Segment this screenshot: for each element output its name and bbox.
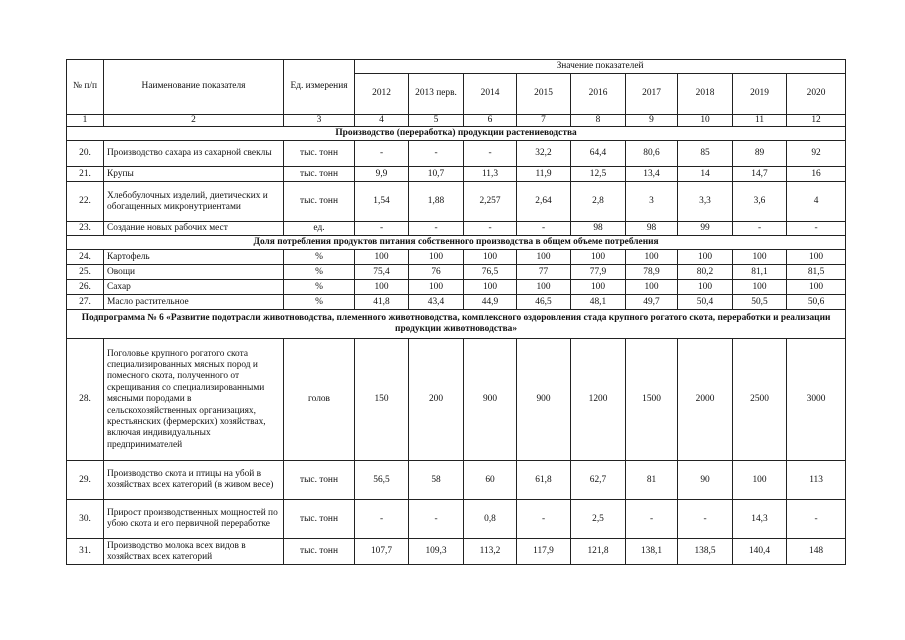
value-cell: 100 [733, 461, 787, 500]
value-cell: - [355, 141, 409, 167]
value-cell: 77,9 [571, 265, 626, 280]
value-cell: 100 [355, 280, 409, 295]
indicators-table [66, 59, 846, 565]
value-cell: 100 [517, 280, 571, 295]
value-cell: 80,2 [678, 265, 733, 280]
row-number: 26. [67, 280, 104, 295]
value-cell: 2,5 [571, 500, 626, 539]
row-number: 31. [67, 539, 104, 565]
col-number: 4 [355, 115, 409, 127]
unit-cell: голов [284, 339, 355, 461]
indicator-name: Хлебобулочных изделий, диетических и обогащенных микронутриентами [104, 182, 284, 222]
value-cell: 9,9 [355, 167, 409, 182]
col-number: 5 [409, 115, 464, 127]
row-number: 27. [67, 295, 104, 310]
indicator-name: Производство скота и птицы на убой в хозяйствах всех категорий (в живом весе) [104, 461, 284, 500]
table-row [67, 222, 846, 236]
value-cell: 100 [787, 280, 846, 295]
header-row-top [67, 60, 846, 74]
row-number: 22. [67, 182, 104, 222]
col-number: 9 [626, 115, 678, 127]
value-cell: 1200 [571, 339, 626, 461]
col-number: 10 [678, 115, 733, 127]
value-cell: 81,5 [787, 265, 846, 280]
value-cell: 107,7 [355, 539, 409, 565]
row-number: 29. [67, 461, 104, 500]
value-cell: 44,9 [464, 295, 517, 310]
value-cell: 43,4 [409, 295, 464, 310]
header-values-title: Значение показателей [355, 60, 846, 74]
col-number: 11 [733, 115, 787, 127]
row-number: 23. [67, 222, 104, 236]
value-cell: - [409, 141, 464, 167]
value-cell: 200 [409, 339, 464, 461]
value-cell: - [409, 222, 464, 236]
value-cell: 11,3 [464, 167, 517, 182]
value-cell: 1500 [626, 339, 678, 461]
value-cell: 100 [464, 280, 517, 295]
value-cell: 98 [571, 222, 626, 236]
value-cell: 100 [355, 250, 409, 265]
table-row [67, 500, 846, 539]
indicator-name: Овощи [104, 265, 284, 280]
value-cell: - [355, 500, 409, 539]
value-cell: 138,5 [678, 539, 733, 565]
value-cell: 113 [787, 461, 846, 500]
value-cell: - [787, 500, 846, 539]
unit-cell: тыс. тонн [284, 167, 355, 182]
value-cell: 14,7 [733, 167, 787, 182]
section-title: Производство (переработка) продукции растениеводства [67, 127, 846, 141]
col-number: 8 [571, 115, 626, 127]
value-cell: 100 [626, 280, 678, 295]
value-cell: 3,6 [733, 182, 787, 222]
row-number: 28. [67, 339, 104, 461]
value-cell: 3,3 [678, 182, 733, 222]
value-cell: 2,257 [464, 182, 517, 222]
value-cell: 11,9 [517, 167, 571, 182]
table-row [67, 250, 846, 265]
table-row [67, 461, 846, 500]
col-number: 6 [464, 115, 517, 127]
year-cell: 2020 [787, 74, 846, 115]
unit-cell: % [284, 250, 355, 265]
value-cell: 10,7 [409, 167, 464, 182]
year-cell: 2017 [626, 74, 678, 115]
value-cell: 138,1 [626, 539, 678, 565]
value-cell: 75,4 [355, 265, 409, 280]
value-cell: 32,2 [517, 141, 571, 167]
indicator-name: Картофель [104, 250, 284, 265]
value-cell: - [517, 500, 571, 539]
value-cell: 2500 [733, 339, 787, 461]
value-cell: 62,7 [571, 461, 626, 500]
value-cell: 12,5 [571, 167, 626, 182]
unit-cell: % [284, 265, 355, 280]
unit-cell: тыс. тонн [284, 141, 355, 167]
row-number: 25. [67, 265, 104, 280]
value-cell: 100 [571, 280, 626, 295]
value-cell: 48,1 [571, 295, 626, 310]
value-cell: 58 [409, 461, 464, 500]
value-cell: 81,1 [733, 265, 787, 280]
row-number: 20. [67, 141, 104, 167]
value-cell: 140,4 [733, 539, 787, 565]
year-cell: 2016 [571, 74, 626, 115]
value-cell: - [517, 222, 571, 236]
value-cell: 49,7 [626, 295, 678, 310]
unit-cell: тыс. тонн [284, 500, 355, 539]
value-cell: 900 [517, 339, 571, 461]
value-cell: 0,8 [464, 500, 517, 539]
value-cell: 2,8 [571, 182, 626, 222]
unit-cell: тыс. тонн [284, 182, 355, 222]
value-cell: 56,5 [355, 461, 409, 500]
year-cell: 2012 [355, 74, 409, 115]
value-cell: 100 [464, 250, 517, 265]
value-cell: 121,8 [571, 539, 626, 565]
value-cell: - [464, 222, 517, 236]
value-cell: 900 [464, 339, 517, 461]
indicator-name: Сахар [104, 280, 284, 295]
header-name: Наименование показателя [104, 60, 284, 115]
value-cell: 100 [626, 250, 678, 265]
col-number: 3 [284, 115, 355, 127]
column-number-row [67, 115, 846, 127]
value-cell: 61,8 [517, 461, 571, 500]
value-cell: 90 [678, 461, 733, 500]
section-title: Доля потребления продуктов питания собственного производства в общем объеме потребления [67, 236, 846, 250]
value-cell: 85 [678, 141, 733, 167]
value-cell: 4 [787, 182, 846, 222]
value-cell: 100 [787, 250, 846, 265]
indicator-name: Производство сахара из сахарной свеклы [104, 141, 284, 167]
value-cell: 50,6 [787, 295, 846, 310]
value-cell: 98 [626, 222, 678, 236]
value-cell: 13,4 [626, 167, 678, 182]
value-cell: 100 [733, 280, 787, 295]
value-cell: 46,5 [517, 295, 571, 310]
header-num: № п/п [67, 60, 104, 115]
value-cell: 100 [409, 280, 464, 295]
value-cell: 100 [517, 250, 571, 265]
year-cell: 2019 [733, 74, 787, 115]
header-unit: Ед. измерения [284, 60, 355, 115]
table-row [67, 539, 846, 565]
value-cell: 100 [678, 280, 733, 295]
value-cell: 60 [464, 461, 517, 500]
value-cell: 113,2 [464, 539, 517, 565]
year-cell: 2015 [517, 74, 571, 115]
value-cell: 16 [787, 167, 846, 182]
value-cell: 77 [517, 265, 571, 280]
section-row [67, 127, 846, 141]
value-cell: 81 [626, 461, 678, 500]
value-cell: 1,88 [409, 182, 464, 222]
value-cell: - [409, 500, 464, 539]
value-cell: 148 [787, 539, 846, 565]
value-cell: 64,4 [571, 141, 626, 167]
value-cell: 78,9 [626, 265, 678, 280]
value-cell: 14,3 [733, 500, 787, 539]
indicator-name: Прирост производственных мощностей по убою скота и его первичной переработке [104, 500, 284, 539]
col-number: 1 [67, 115, 104, 127]
indicator-name: Производство молока всех видов в хозяйствах всех категорий [104, 539, 284, 565]
value-cell: 3000 [787, 339, 846, 461]
section-title: Подпрограмма № 6 «Развитие подотрасли животноводства, племенного животноводства, комплексного оздоровления стада крупного рогатого скота, переработки и реализации продукции животноводства» [67, 310, 846, 339]
value-cell: - [678, 500, 733, 539]
col-number: 2 [104, 115, 284, 127]
value-cell: 100 [409, 250, 464, 265]
row-number: 24. [67, 250, 104, 265]
year-cell: 2018 [678, 74, 733, 115]
table-row [67, 182, 846, 222]
value-cell: 100 [571, 250, 626, 265]
section-row [67, 236, 846, 250]
value-cell: - [464, 141, 517, 167]
indicator-name: Крупы [104, 167, 284, 182]
value-cell: - [626, 500, 678, 539]
unit-cell: ед. [284, 222, 355, 236]
value-cell: 99 [678, 222, 733, 236]
table-row [67, 295, 846, 310]
unit-cell: тыс. тонн [284, 539, 355, 565]
table-row [67, 141, 846, 167]
value-cell: 3 [626, 182, 678, 222]
value-cell: 2,64 [517, 182, 571, 222]
unit-cell: % [284, 295, 355, 310]
section-row [67, 310, 846, 339]
value-cell: 100 [678, 250, 733, 265]
table-row [67, 339, 846, 461]
value-cell: 1,54 [355, 182, 409, 222]
table-row [67, 265, 846, 280]
indicator-name: Создание новых рабочих мест [104, 222, 284, 236]
row-number: 21. [67, 167, 104, 182]
value-cell: 50,5 [733, 295, 787, 310]
table-row [67, 280, 846, 295]
value-cell: 89 [733, 141, 787, 167]
unit-cell: % [284, 280, 355, 295]
year-cell: 2013 перв. [409, 74, 464, 115]
table-row [67, 167, 846, 182]
value-cell: 150 [355, 339, 409, 461]
value-cell: 50,4 [678, 295, 733, 310]
value-cell: 76,5 [464, 265, 517, 280]
value-cell: 117,9 [517, 539, 571, 565]
col-number: 7 [517, 115, 571, 127]
unit-cell: тыс. тонн [284, 461, 355, 500]
year-cell: 2014 [464, 74, 517, 115]
value-cell: - [355, 222, 409, 236]
value-cell: 41,8 [355, 295, 409, 310]
col-number: 12 [787, 115, 846, 127]
indicator-name: Масло растительное [104, 295, 284, 310]
value-cell: - [787, 222, 846, 236]
value-cell: 14 [678, 167, 733, 182]
row-number: 30. [67, 500, 104, 539]
value-cell: 100 [733, 250, 787, 265]
value-cell: 92 [787, 141, 846, 167]
document-page [66, 59, 846, 565]
value-cell: 2000 [678, 339, 733, 461]
value-cell: 80,6 [626, 141, 678, 167]
value-cell: - [733, 222, 787, 236]
value-cell: 76 [409, 265, 464, 280]
value-cell: 109,3 [409, 539, 464, 565]
indicator-name: Поголовье крупного рогатого скота специализированных мясных пород и помесного скота, полученного от скрещивания со специализированными мясными породами в сельскохозяйственных организациях, крестьянских (фермерских) хозяйствах, включая индивидуальных предпринимателей [104, 339, 284, 461]
